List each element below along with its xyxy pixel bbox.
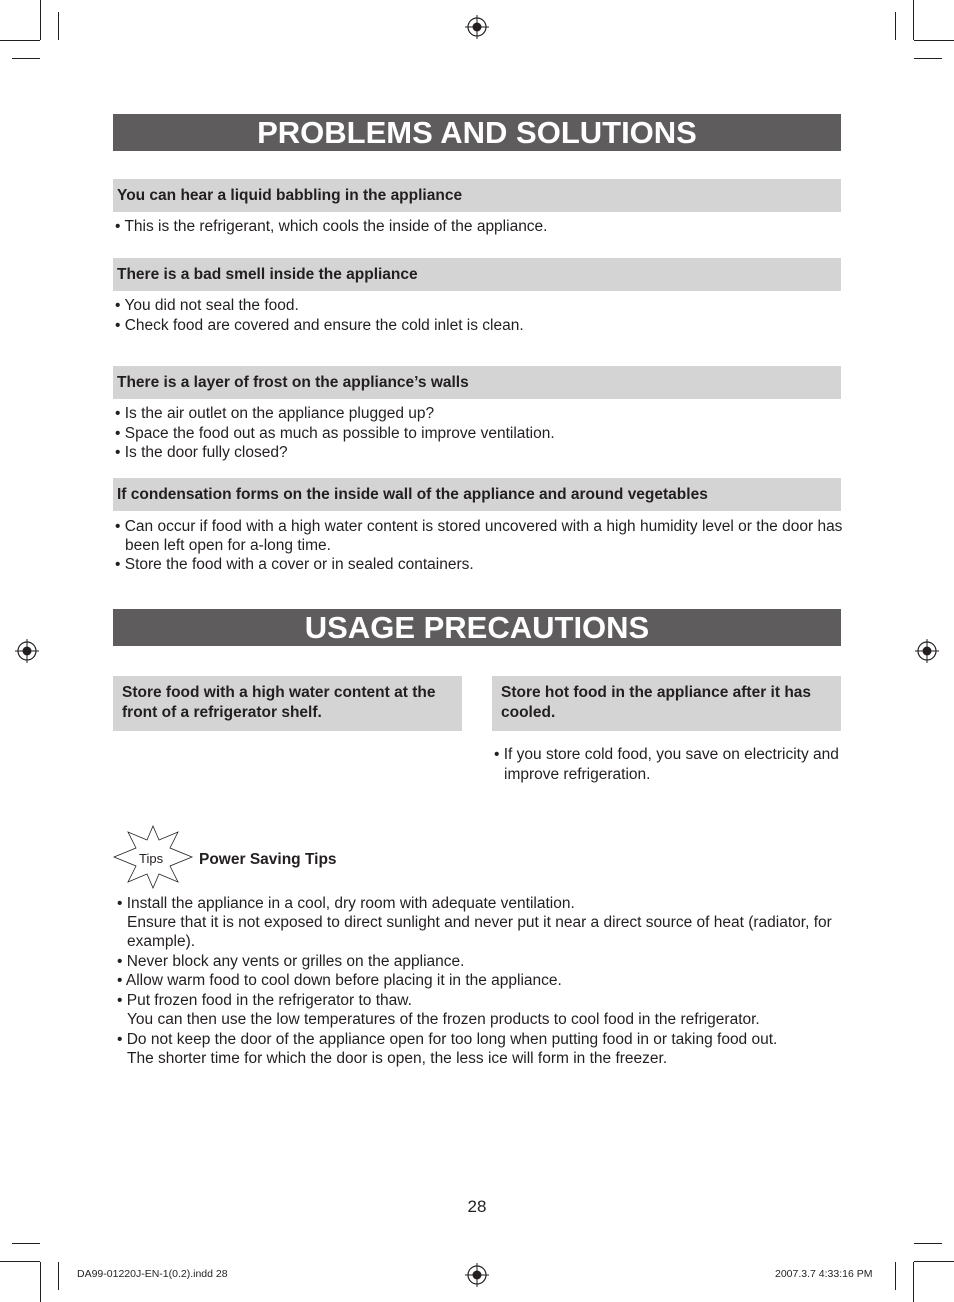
tips-title: Power Saving Tips: [199, 851, 337, 868]
precaution-line: improve refrigeration.: [504, 766, 651, 783]
tip-line: • Do not keep the door of the appliance open for too long when putting food in or taking food out.: [117, 1031, 778, 1048]
problem-heading-babbling: You can hear a liquid babbling in the appliance: [113, 179, 841, 212]
footer-timestamp: 2007.3.7 4:33:16 PM: [775, 1268, 873, 1280]
tip-line: • Install the appliance in a cool, dry room with adequate ventilation.: [117, 895, 575, 912]
precaution-line: • If you store cold food, you save on electricity and: [494, 746, 839, 763]
registration-mark-icon: [915, 639, 939, 663]
solution-line: • Space the food out as much as possible to improve ventilation.: [115, 425, 555, 442]
precaution-box-line: cooled.: [501, 703, 556, 721]
tips-badge: Tips: [139, 851, 164, 866]
precaution-box-line: Store hot food in the appliance after it has: [501, 684, 812, 701]
registration-mark-icon: [15, 639, 39, 663]
solution-line: • Check food are covered and ensure the cold inlet is clean.: [115, 317, 524, 334]
tip-line: Ensure that it is not exposed to direct sunlight and never put it near a direct source of heat (radiator, for: [127, 914, 832, 931]
precaution-box-right: [492, 676, 841, 731]
tip-line: • Allow warm food to cool down before placing it in the appliance.: [117, 972, 562, 989]
solution-line: • Store the food with a cover or in sealed containers.: [115, 556, 474, 573]
tip-line: The shorter time for which the door is open, the less ice will form in the freezer.: [127, 1050, 668, 1067]
solution-line: • Can occur if food with a high water content is stored uncovered with a high humidity level or the door has: [115, 518, 843, 535]
precaution-box-line: Store food with a high water content at the: [122, 684, 436, 701]
usage-title: USAGE PRECAUTIONS: [113, 609, 841, 646]
tip-line: • Put frozen food in the refrigerator to thaw.: [117, 992, 412, 1009]
solution-line: • This is the refrigerant, which cools the inside of the appliance.: [115, 218, 548, 235]
problem-heading-frost: There is a layer of frost on the appliance’s walls: [113, 366, 841, 399]
precaution-box-left: [113, 676, 462, 731]
page-number: 28: [467, 1197, 487, 1216]
problems-title: PROBLEMS AND SOLUTIONS: [113, 114, 841, 151]
registration-mark-icon: [465, 15, 489, 39]
solution-line: • Is the air outlet on the appliance plugged up?: [115, 405, 435, 422]
problem-heading-smell: There is a bad smell inside the appliance: [113, 258, 841, 291]
precaution-box-line: front of a refrigerator shelf.: [122, 703, 322, 721]
tip-line: example).: [127, 933, 196, 950]
footer-file-info: DA99-01220J-EN-1(0.2).indd 28: [77, 1268, 228, 1280]
solution-line: been left open for a-long time.: [125, 537, 331, 554]
solution-line: • You did not seal the food.: [115, 297, 299, 314]
problem-heading-condensation: If condensation forms on the inside wall of the appliance and around vegetables: [113, 478, 841, 511]
solution-line: • Is the door fully closed?: [115, 444, 288, 461]
tip-line: You can then use the low temperatures of the frozen products to cool food in the refrigerator.: [127, 1011, 760, 1028]
registration-mark-icon: [465, 1263, 489, 1287]
tip-line: • Never block any vents or grilles on the appliance.: [117, 953, 465, 970]
